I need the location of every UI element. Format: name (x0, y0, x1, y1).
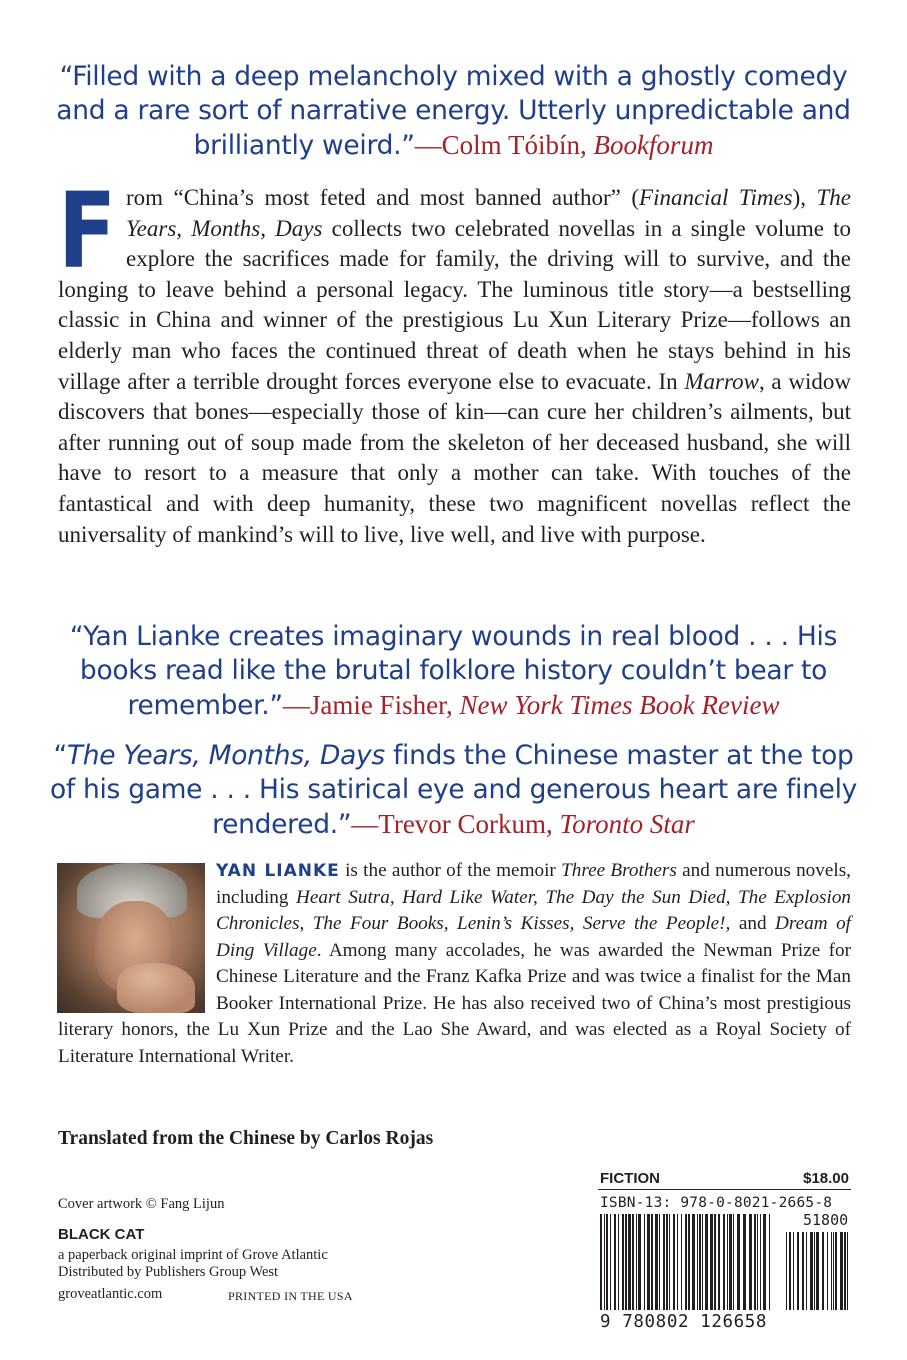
barcode-header (598, 1170, 851, 1190)
barcode-bar (625, 1214, 627, 1310)
barcode-bar (705, 1214, 708, 1310)
addon-bar (833, 1232, 834, 1310)
cover-artwork-credit: Cover artwork © Fang Lijun (58, 1196, 225, 1212)
addon-bar (844, 1232, 846, 1310)
barcode-bar (659, 1214, 660, 1310)
barcode-bar (718, 1214, 720, 1310)
barcode-bar (604, 1214, 605, 1310)
barcode-bar (727, 1214, 728, 1310)
addon-bar (840, 1232, 843, 1310)
addon-bar (786, 1232, 787, 1310)
barcode-bar (651, 1214, 653, 1310)
barcode-digits: 9 780802 126658 (600, 1312, 768, 1332)
translator-credit: Translated from the Chinese by Carlos Rojas (58, 1128, 434, 1149)
addon-bar (816, 1232, 819, 1310)
barcode-block (598, 1170, 851, 1340)
barcode-bar (622, 1214, 624, 1310)
addon-bar (831, 1232, 832, 1310)
addon-bar (797, 1232, 799, 1310)
barcode-bar (702, 1214, 703, 1310)
barcode-bar (610, 1214, 611, 1310)
barcode-bar (632, 1214, 634, 1310)
barcode-bar (638, 1214, 641, 1310)
barcode-bar (692, 1214, 695, 1310)
barcode-bar (714, 1214, 716, 1310)
barcode-bar (688, 1214, 690, 1310)
barcode-bar (763, 1214, 766, 1310)
book-description: From “China’s most feted and most banned author” (Financial Times), The Years, Months, Days collects two celebrated novellas in a single volume to explore the sacrifices made for family, the driving will to survive, and the longing to leave behind a personal legacy. The luminous title story—a bestselling classic in China and winner of the prestigious Lu Xun Literary Prize—follows an elderly man who faces the continued threat of death when he stays behind in his village after a terrible drought forces everyone else to evacuate. In Marrow, a widow discovers that bones—especially those of kin—can cure her children’s ailments, but after running out of soup made from the skeleton of her deceased husband, she will have to resort to a measure that only a mother can take. With touches of the fantastical and with deep humanity, these two magnificent novellas reflect the universality of mankind’s will to live, live well, and live with purpose. (58, 170, 851, 547)
drop-cap: F (58, 170, 117, 292)
isbn-text: ISBN-13: 978-0-8021-2665-8 (600, 1195, 833, 1211)
quote-attribution (415, 130, 714, 160)
quote-colm-toibin (40, 60, 867, 163)
quote-text: “Yan Lianke creates imaginary wounds in real blood . . . His books read like the brutal folklore history couldn’t bear to remember.” (69, 621, 838, 721)
attribution-author: —Colm Tóibín, (414, 130, 594, 160)
barcode-bar (760, 1214, 761, 1310)
imprint-description: a paperback original imprint of Grove Atlantic Distributed by Publishers Group West (58, 1247, 328, 1280)
addon-bar (847, 1232, 848, 1310)
addon-bar (814, 1232, 815, 1310)
addon-bar (789, 1232, 791, 1310)
barcode-bar (618, 1214, 619, 1310)
barcode-bar (673, 1214, 675, 1310)
barcode-bar (669, 1214, 670, 1310)
quote-text: “Filled with a deep melancholy mixed with a ghostly comedy and a rare sort of narrative energy. Utterly unpredictable and brilliantly weird.” (56, 61, 851, 161)
barcode-bar (614, 1214, 616, 1310)
barcode-bar (723, 1214, 725, 1310)
category-label: FICTION (600, 1170, 660, 1187)
barcode-bar (600, 1214, 602, 1310)
addon-bar (822, 1232, 824, 1310)
barcode-bar (628, 1214, 631, 1310)
addon-bar (835, 1232, 837, 1310)
imprint-name: BLACK CAT (58, 1226, 145, 1243)
addon-bar (827, 1232, 828, 1310)
barcode-bar (699, 1214, 701, 1310)
barcode-bar (606, 1214, 608, 1310)
printed-in: PRINTED IN THE USA (228, 1289, 353, 1303)
quote-attribution: —Trevor Corkum, Toronto Star (351, 809, 695, 839)
barcode-bar (737, 1214, 740, 1310)
quote-book-title: The Years, Months, Days (66, 740, 385, 771)
barcode-bar (710, 1214, 713, 1310)
barcode-bar (685, 1214, 687, 1310)
attribution-source: Bookforum (593, 130, 714, 160)
price-label: $18.00 (803, 1170, 849, 1187)
addon-bar (810, 1232, 813, 1310)
addon-bar (802, 1232, 804, 1310)
barcode-bar (697, 1214, 698, 1310)
barcode-bar (743, 1214, 746, 1310)
author-name: YAN LIANKE (216, 861, 340, 881)
author-bio: YAN LIANKE is the author of the memoir Three Brothers and numerous novels, including Heart Sutra, Hard Like Water, The Day the Sun Died, The Explosion Chronicles, The Four Books, Lenin’s Kisses, Serve the People!, and Dream of Ding Village. Among many accolades, he was awarded the Newman Prize for Chinese Literature and the Franz Kafka Prize and was twice a finalist for the Man Booker International Prize. He has also received two of China’s most prestigious literary honors, the Lu Xun Prize and the Lao She Award, and was elected as a Royal Society of Literature International Writer. (58, 860, 852, 1067)
addon-bar (806, 1232, 807, 1310)
barcode-bar (636, 1214, 637, 1310)
barcode-bar (729, 1214, 732, 1310)
barcode-bar (749, 1214, 752, 1310)
barcode-bar (757, 1214, 758, 1310)
quote-text: finds the Chinese master at the top of his game . . . His satirical eye and generous heart are finely rendered.” (49, 740, 858, 840)
quote-attribution: —Jamie Fisher, New York Times Book Review (282, 690, 780, 720)
barcode-bar (754, 1214, 756, 1310)
barcode-bar (666, 1214, 668, 1310)
barcode-bar (681, 1214, 682, 1310)
barcode-bar (644, 1214, 645, 1310)
barcode-bar (647, 1214, 650, 1310)
barcode-bar (655, 1214, 658, 1310)
publisher-website: groveatlantic.com (58, 1286, 163, 1302)
barcode-bar (769, 1214, 770, 1310)
barcode-bar (677, 1214, 678, 1310)
barcode-bar (733, 1214, 734, 1310)
barcode-bars (598, 1214, 851, 1314)
quote-trevor-corkum: “The Years, Months, Days finds the Chinese master at the top of his game . . . His satirical eye and generous heart are finely rendered.”—Trevor Corkum, Toronto Star (49, 740, 858, 840)
quote-jamie-fisher (40, 620, 867, 723)
barcode-bar (663, 1214, 665, 1310)
addon-bar (793, 1232, 794, 1310)
price-addon-number: 51800 (803, 1211, 849, 1229)
